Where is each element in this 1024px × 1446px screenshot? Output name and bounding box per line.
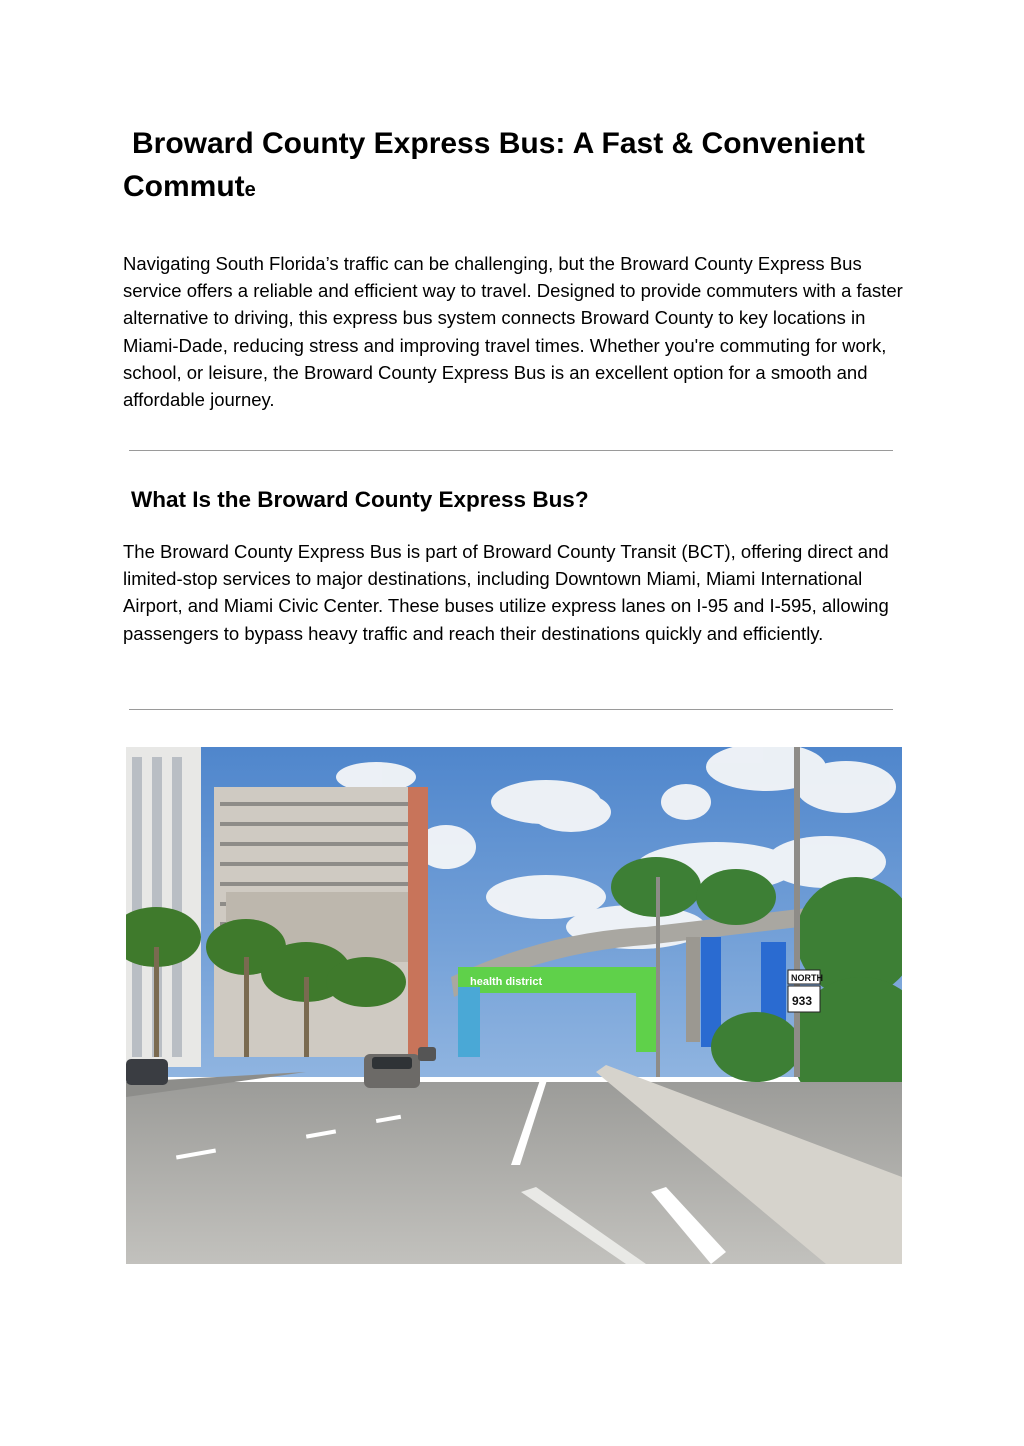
route-sign-direction: NORTH — [791, 973, 823, 983]
horizontal-divider — [129, 709, 893, 710]
route-sign-number: 933 — [792, 994, 813, 1008]
horizontal-divider — [129, 450, 893, 451]
page-title — [123, 122, 913, 212]
section-paragraph: The Broward County Express Bus is part of Broward County Transit (BCT), offering direct and limited-stop services to major destinations, including Downtown Miami, Miami International Airport, and Miami Civic Center. These buses utilize express lanes on I-95 and I-595, allowing passengers to bypass heavy traffic and reach their destinations quickly and efficiently. — [123, 541, 889, 644]
gateway-sign-text: health district — [470, 976, 543, 988]
street-photo — [126, 747, 902, 1264]
section-heading: What Is the Broward County Express Bus? — [131, 487, 589, 512]
intro-paragraph: Navigating South Florida’s traffic can be challenging, but the Broward County Express Bus service offers a reliable and efficient way to travel. Designed to provide commuters with a faster alternative to driving, this express bus system connects Broward County to key locations in Miami-Dade, reducing stress and improving travel times. Whether you're commuting for work, school, or leisure, the Broward County Express Bus is an excellent option for a smooth and affordable journey. — [123, 253, 903, 411]
title-tail-text: e — [244, 179, 256, 201]
title-main-text: Broward County Express Bus: A Fast & Convenient Commut — [123, 127, 865, 203]
